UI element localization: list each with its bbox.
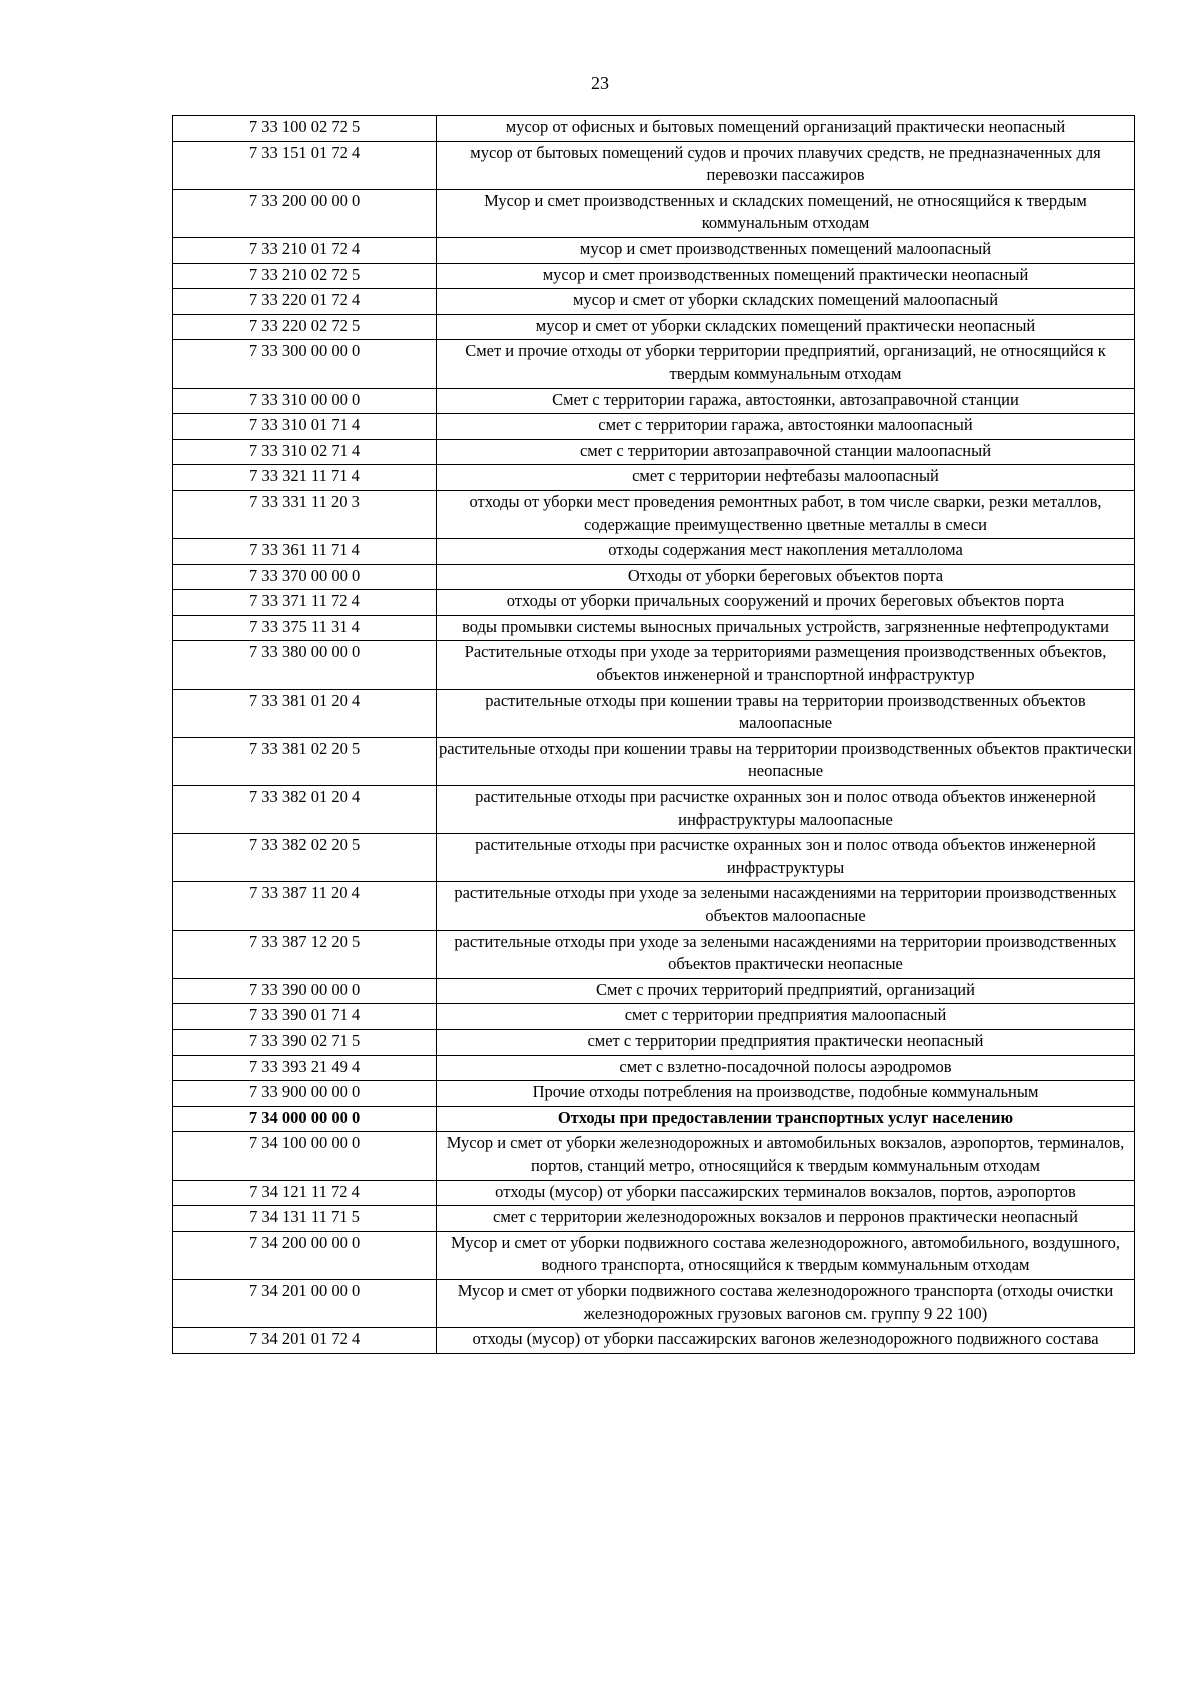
table-row — [173, 1328, 1135, 1354]
table-row — [173, 539, 1135, 565]
table-row — [173, 414, 1135, 440]
waste-code-cell: 7 33 310 00 00 0 — [173, 388, 437, 414]
table-row — [173, 388, 1135, 414]
waste-name-cell: Мусор и смет производственных и складских помещений, не относящийся к твердым коммунальным отходам — [437, 189, 1135, 237]
waste-code-cell: 7 33 210 01 72 4 — [173, 237, 437, 263]
waste-name-cell: мусор и смет от уборки складских помещений малоопасный — [437, 289, 1135, 315]
table-row — [173, 189, 1135, 237]
table-row — [173, 978, 1135, 1004]
table-row — [173, 1279, 1135, 1327]
table-row — [173, 237, 1135, 263]
waste-name-cell: Смет с территории гаража, автостоянки, автозаправочной станции — [437, 388, 1135, 414]
table-row — [173, 737, 1135, 785]
page-number: 23 — [591, 73, 609, 93]
waste-code-cell: 7 33 220 02 72 5 — [173, 314, 437, 340]
waste-code-cell: 7 33 300 00 00 0 — [173, 340, 437, 388]
waste-name-cell: растительные отходы при уходе за зелеными насаждениями на территории производственных объектов практически неопасные — [437, 930, 1135, 978]
waste-name-cell: отходы (мусор) от уборки пассажирских вагонов железнодорожного подвижного состава — [437, 1328, 1135, 1354]
waste-code-cell: 7 34 100 00 00 0 — [173, 1132, 437, 1180]
waste-code-cell: 7 33 393 21 49 4 — [173, 1055, 437, 1081]
waste-classification-table — [172, 115, 1135, 1354]
table-row — [173, 1081, 1135, 1107]
waste-name-cell: смет с территории предприятия практически неопасный — [437, 1029, 1135, 1055]
waste-name-cell: отходы содержания мест накопления металлолома — [437, 539, 1135, 565]
waste-code-cell: 7 34 201 00 00 0 — [173, 1279, 437, 1327]
waste-code-cell: 7 33 387 12 20 5 — [173, 930, 437, 978]
table-row — [173, 641, 1135, 689]
waste-code-cell: 7 33 361 11 71 4 — [173, 539, 437, 565]
waste-name-cell: Отходы от уборки береговых объектов порта — [437, 564, 1135, 590]
table-row — [173, 1004, 1135, 1030]
waste-code-cell: 7 33 390 00 00 0 — [173, 978, 437, 1004]
waste-name-cell: Растительные отходы при уходе за территориями размещения производственных объектов, объектов инженерной и транспортной инфраструктур — [437, 641, 1135, 689]
waste-code-cell: 7 33 100 02 72 5 — [173, 116, 437, 142]
waste-name-cell: смет с территории автозаправочной станции малоопасный — [437, 439, 1135, 465]
table-row — [173, 116, 1135, 142]
table-row — [173, 465, 1135, 491]
table-row — [173, 289, 1135, 315]
waste-name-cell: смет с территории железнодорожных вокзалов и перронов практически неопасный — [437, 1206, 1135, 1232]
table-row — [173, 490, 1135, 538]
waste-code-cell: 7 33 310 01 71 4 — [173, 414, 437, 440]
waste-name-cell: смет с территории нефтебазы малоопасный — [437, 465, 1135, 491]
waste-name-cell: отходы от уборки мест проведения ремонтных работ, в том числе сварки, резки металлов, содержащие преимущественно цветные металлы в смеси — [437, 490, 1135, 538]
waste-name-cell: мусор от бытовых помещений судов и прочих плавучих средств, не предназначенных для перевозки пассажиров — [437, 141, 1135, 189]
table-row — [173, 314, 1135, 340]
waste-name-cell: мусор и смет от уборки складских помещений практически неопасный — [437, 314, 1135, 340]
waste-code-cell: 7 33 151 01 72 4 — [173, 141, 437, 189]
table-row — [173, 834, 1135, 882]
waste-code-cell: 7 33 380 00 00 0 — [173, 641, 437, 689]
table-row — [173, 1106, 1135, 1132]
waste-code-cell: 7 33 381 01 20 4 — [173, 689, 437, 737]
table-row — [173, 263, 1135, 289]
waste-name-cell: смет с взлетно-посадочной полосы аэродромов — [437, 1055, 1135, 1081]
table-row — [173, 439, 1135, 465]
waste-name-cell: Мусор и смет от уборки подвижного состава железнодорожного транспорта (отходы очистки железнодорожных грузовых вагонов см. группу 9 22 100) — [437, 1279, 1135, 1327]
table-row — [173, 882, 1135, 930]
waste-code-cell: 7 33 387 11 20 4 — [173, 882, 437, 930]
waste-code-cell: 7 33 900 00 00 0 — [173, 1081, 437, 1107]
waste-code-cell: 7 33 382 02 20 5 — [173, 834, 437, 882]
waste-name-cell: отходы (мусор) от уборки пассажирских терминалов вокзалов, портов, аэропортов — [437, 1180, 1135, 1206]
waste-code-cell: 7 33 371 11 72 4 — [173, 590, 437, 616]
table-row — [173, 786, 1135, 834]
waste-code-cell: 7 33 210 02 72 5 — [173, 263, 437, 289]
table-row — [173, 1055, 1135, 1081]
table-row — [173, 930, 1135, 978]
waste-name-cell: мусор от офисных и бытовых помещений организаций практически неопасный — [437, 116, 1135, 142]
waste-code-cell: 7 34 131 11 71 5 — [173, 1206, 437, 1232]
waste-code-cell: 7 33 390 01 71 4 — [173, 1004, 437, 1030]
waste-name-cell: отходы от уборки причальных сооружений и прочих береговых объектов порта — [437, 590, 1135, 616]
waste-code-cell: 7 34 201 01 72 4 — [173, 1328, 437, 1354]
waste-name-cell: Смет с прочих территорий предприятий, организаций — [437, 978, 1135, 1004]
table-row — [173, 340, 1135, 388]
waste-name-cell: смет с территории предприятия малоопасный — [437, 1004, 1135, 1030]
waste-code-cell: 7 34 200 00 00 0 — [173, 1231, 437, 1279]
waste-name-cell: растительные отходы при кошении травы на территории производственных объектов малоопасные — [437, 689, 1135, 737]
waste-code-cell: 7 33 375 11 31 4 — [173, 615, 437, 641]
waste-code-cell: 7 33 382 01 20 4 — [173, 786, 437, 834]
waste-name-cell: мусор и смет производственных помещений малоопасный — [437, 237, 1135, 263]
waste-name-cell: Прочие отходы потребления на производстве, подобные коммунальным — [437, 1081, 1135, 1107]
waste-code-cell: 7 34 000 00 00 0 — [173, 1106, 437, 1132]
waste-code-cell: 7 33 331 11 20 3 — [173, 490, 437, 538]
waste-code-cell: 7 33 390 02 71 5 — [173, 1029, 437, 1055]
waste-code-cell: 7 33 200 00 00 0 — [173, 189, 437, 237]
table-row — [173, 564, 1135, 590]
waste-code-cell: 7 33 310 02 71 4 — [173, 439, 437, 465]
waste-name-cell: Мусор и смет от уборки железнодорожных и автомобильных вокзалов, аэропортов, терминалов, портов, станций метро, относящийся к твердым коммунальным отходам — [437, 1132, 1135, 1180]
waste-name-cell: смет с территории гаража, автостоянки малоопасный — [437, 414, 1135, 440]
table-row — [173, 1132, 1135, 1180]
table-row — [173, 1029, 1135, 1055]
waste-code-cell: 7 33 381 02 20 5 — [173, 737, 437, 785]
table-row — [173, 590, 1135, 616]
waste-name-cell: растительные отходы при расчистке охранных зон и полос отвода объектов инженерной инфраструктуры — [437, 834, 1135, 882]
waste-code-cell: 7 34 121 11 72 4 — [173, 1180, 437, 1206]
waste-code-cell: 7 33 370 00 00 0 — [173, 564, 437, 590]
waste-code-cell: 7 33 321 11 71 4 — [173, 465, 437, 491]
table-row — [173, 141, 1135, 189]
waste-name-cell: воды промывки системы выносных причальных устройств, загрязненные нефтепродуктами — [437, 615, 1135, 641]
table-row — [173, 1180, 1135, 1206]
table-body — [173, 116, 1135, 1354]
table-row — [173, 1231, 1135, 1279]
waste-name-cell: растительные отходы при кошении травы на территории производственных объектов практически неопасные — [437, 737, 1135, 785]
table-row — [173, 615, 1135, 641]
waste-code-cell: 7 33 220 01 72 4 — [173, 289, 437, 315]
waste-name-cell: растительные отходы при расчистке охранных зон и полос отвода объектов инженерной инфраструктуры малоопасные — [437, 786, 1135, 834]
waste-name-cell: Смет и прочие отходы от уборки территории предприятий, организаций, не относящийся к твердым коммунальным отходам — [437, 340, 1135, 388]
waste-name-cell: растительные отходы при уходе за зелеными насаждениями на территории производственных объектов малоопасные — [437, 882, 1135, 930]
waste-name-cell: Мусор и смет от уборки подвижного состава железнодорожного, автомобильного, воздушного, водного транспорта, относящийся к твердым коммунальным отходам — [437, 1231, 1135, 1279]
table-row — [173, 1206, 1135, 1232]
table-row — [173, 689, 1135, 737]
waste-name-cell: Отходы при предоставлении транспортных услуг населению — [437, 1106, 1135, 1132]
waste-name-cell: мусор и смет производственных помещений практически неопасный — [437, 263, 1135, 289]
